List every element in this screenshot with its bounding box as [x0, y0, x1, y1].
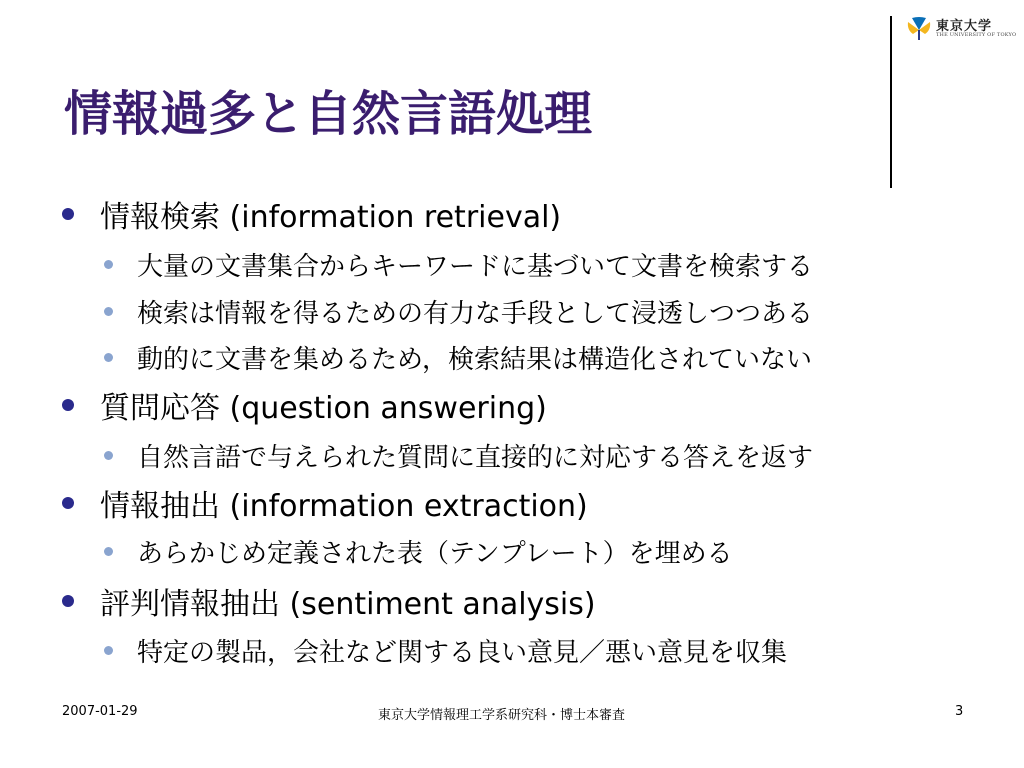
bullet-item	[62, 479, 588, 527]
sub-bullet-dot-icon	[104, 260, 113, 269]
sub-bullet-dot-icon	[104, 353, 113, 362]
footer-center-text: 東京大学情報理工学系研究科・博士本審査	[378, 708, 626, 723]
sub-bullet-item	[104, 337, 812, 377]
sub-bullet-item	[104, 531, 733, 571]
header-divider	[890, 16, 892, 188]
slide-title: 情報過多と自然言語処理	[64, 86, 593, 142]
sub-bullet-text: 自然言語で与えられた質問に直接的に対応する答えを返す	[137, 442, 814, 473]
sub-bullet-text: 動的に文書を集めるため，検索結果は構造化されていない	[137, 344, 812, 375]
bullet-dot-icon	[62, 399, 74, 411]
ginkgo-leaf-icon	[906, 16, 932, 42]
bullet-dot-icon	[62, 208, 74, 220]
sub-bullet-dot-icon	[104, 307, 113, 316]
sub-bullet-item	[104, 435, 813, 475]
bullet-item	[62, 190, 561, 238]
sub-bullet-item	[104, 291, 813, 331]
bullet-text: 質問応答 (question answering)	[100, 391, 547, 426]
bullet-dot-icon	[62, 595, 74, 607]
sub-bullet-text: 検索は情報を得るための有力な手段として浸透しつつある	[137, 298, 814, 329]
university-logo	[906, 14, 1017, 42]
footer-page-number: 3	[955, 704, 964, 719]
sub-bullet-dot-icon	[104, 646, 113, 655]
bullet-text: 情報検索 (information retrieval)	[100, 200, 562, 235]
bullet-text: 評判情報抽出 (sentiment analysis)	[100, 587, 596, 622]
bullet-dot-icon	[62, 497, 74, 509]
sub-bullet-item	[104, 630, 787, 670]
bullet-text: 情報抽出 (information extraction)	[100, 489, 588, 524]
sub-bullet-text: 特定の製品，会社など関する良い意見／悪い意見を収集	[137, 637, 788, 668]
sub-bullet-text: 大量の文書集合からキーワードに基づいて文書を検索する	[137, 251, 814, 282]
sub-bullet-item	[104, 244, 813, 284]
sub-bullet-dot-icon	[104, 451, 113, 460]
footer-date: 2007-01-29	[62, 704, 138, 719]
bullet-item	[62, 381, 547, 429]
logo-subtitle: THE UNIVERSITY OF TOKYO	[936, 32, 1017, 38]
sub-bullet-text: あらかじめ定義された表（テンプレート）を埋める	[137, 538, 733, 569]
bullet-item	[62, 577, 596, 625]
logo-name: 東京大学	[936, 19, 993, 34]
sub-bullet-dot-icon	[104, 547, 113, 556]
